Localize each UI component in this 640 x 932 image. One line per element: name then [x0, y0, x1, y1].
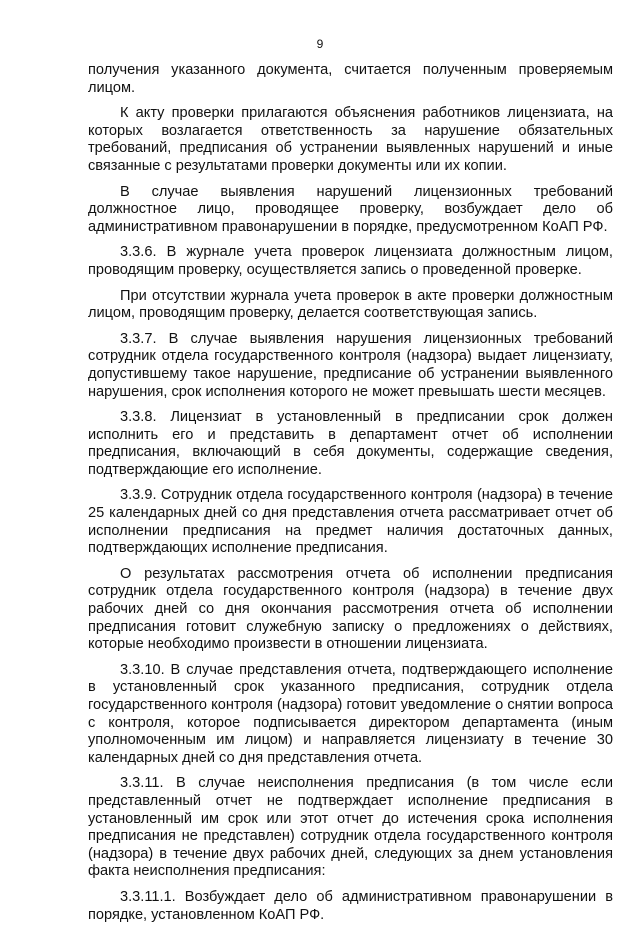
paragraph-3-3-10: 3.3.10. В случае представления отчета, подтверждающего исполнение в установленный срок указанного предписания, сотрудник отдела государственного контроля (надзора) готовит уведомление о снятии вопроса с контроля, которое подписывается директором департамента (иным уполномоченным им лицом) и направляется лицензиату в течение 30 календарных дней со дня представления отчета. — [88, 661, 613, 766]
paragraph-3-3-11: 3.3.11. В случае неисполнения предписания (в том числе если представленный отчет не подтверждает исполнение предписания в установленный им срок или этот отчет до истечения срока исполнения предписания не представлен) сотрудник отдела государственного контроля (надзора) в течение двух рабочих дней, следующих за днем установления факта неисполнения предписания: — [88, 775, 613, 880]
paragraph-3-3-11-1: 3.3.11.1. Возбуждает дело об административном правонарушении в порядке, установленном КоАП РФ. — [88, 888, 613, 923]
paragraph-3-3-6: 3.3.6. В журнале учета проверок лицензиата должностным лицом, проводящим проверку, осуществляется запись о проведенной проверке. — [88, 244, 613, 278]
paragraph-act-attachments: К акту проверки прилагаются объяснения работников лицензиата, на которых возлагается ответственность за нарушение обязательных требований, предписания об устранении выявленных нарушений и иные связанные с результатами проверки документы или их копии. — [88, 105, 613, 174]
paragraph-continuation: получения указанного документа, считается полученным проверяемым лицом. — [88, 62, 613, 96]
paragraph-violation-case: В случае выявления нарушений лицензионных требований должностное лицо, проводящее проверку, возбуждает дело об административном правонарушении в порядке, предусмотренном КоАП РФ. — [88, 183, 613, 235]
paragraph-3-3-7: 3.3.7. В случае выявления нарушения лицензионных требований сотрудник отдела государственного контроля (надзора) выдает лицензиату, допустившему такое нарушение, предписание об устранении выявленного нарушения, срок исполнения которого не может превышать шести месяцев. — [88, 330, 613, 400]
paragraph-3-3-8: 3.3.8. Лицензиат в установленный в предписании срок должен исполнить его и представить в департамент отчет об исполнении предписания, включающий в себя документы, содержащие сведения, подтверждающие его исполнение. — [88, 409, 613, 478]
paragraph-3-3-9: 3.3.9. Сотрудник отдела государственного контроля (надзора) в течение 25 календарных дней со дня представления отчета рассматривает отчет об исполнении предписания на предмет наличия достаточных данных, подтверждающих исполнение предписания. — [88, 487, 613, 557]
page-number: 9 — [316, 37, 324, 51]
document-body — [88, 62, 613, 932]
paragraph-no-journal: При отсутствии журнала учета проверок в акте проверки должностным лицом, проводящим проверку, делается соответствующая запись. — [88, 287, 613, 322]
paragraph-review-results: О результатах рассмотрения отчета об исполнении предписания сотрудник отдела государственного контроля (надзора) в течение двух рабочих дней со дня окончания рассмотрения отчета об исполнении предписания готовит служебную записку о предложениях о действиях, которые необходимо произвести в отношении лицензиата. — [88, 565, 613, 653]
